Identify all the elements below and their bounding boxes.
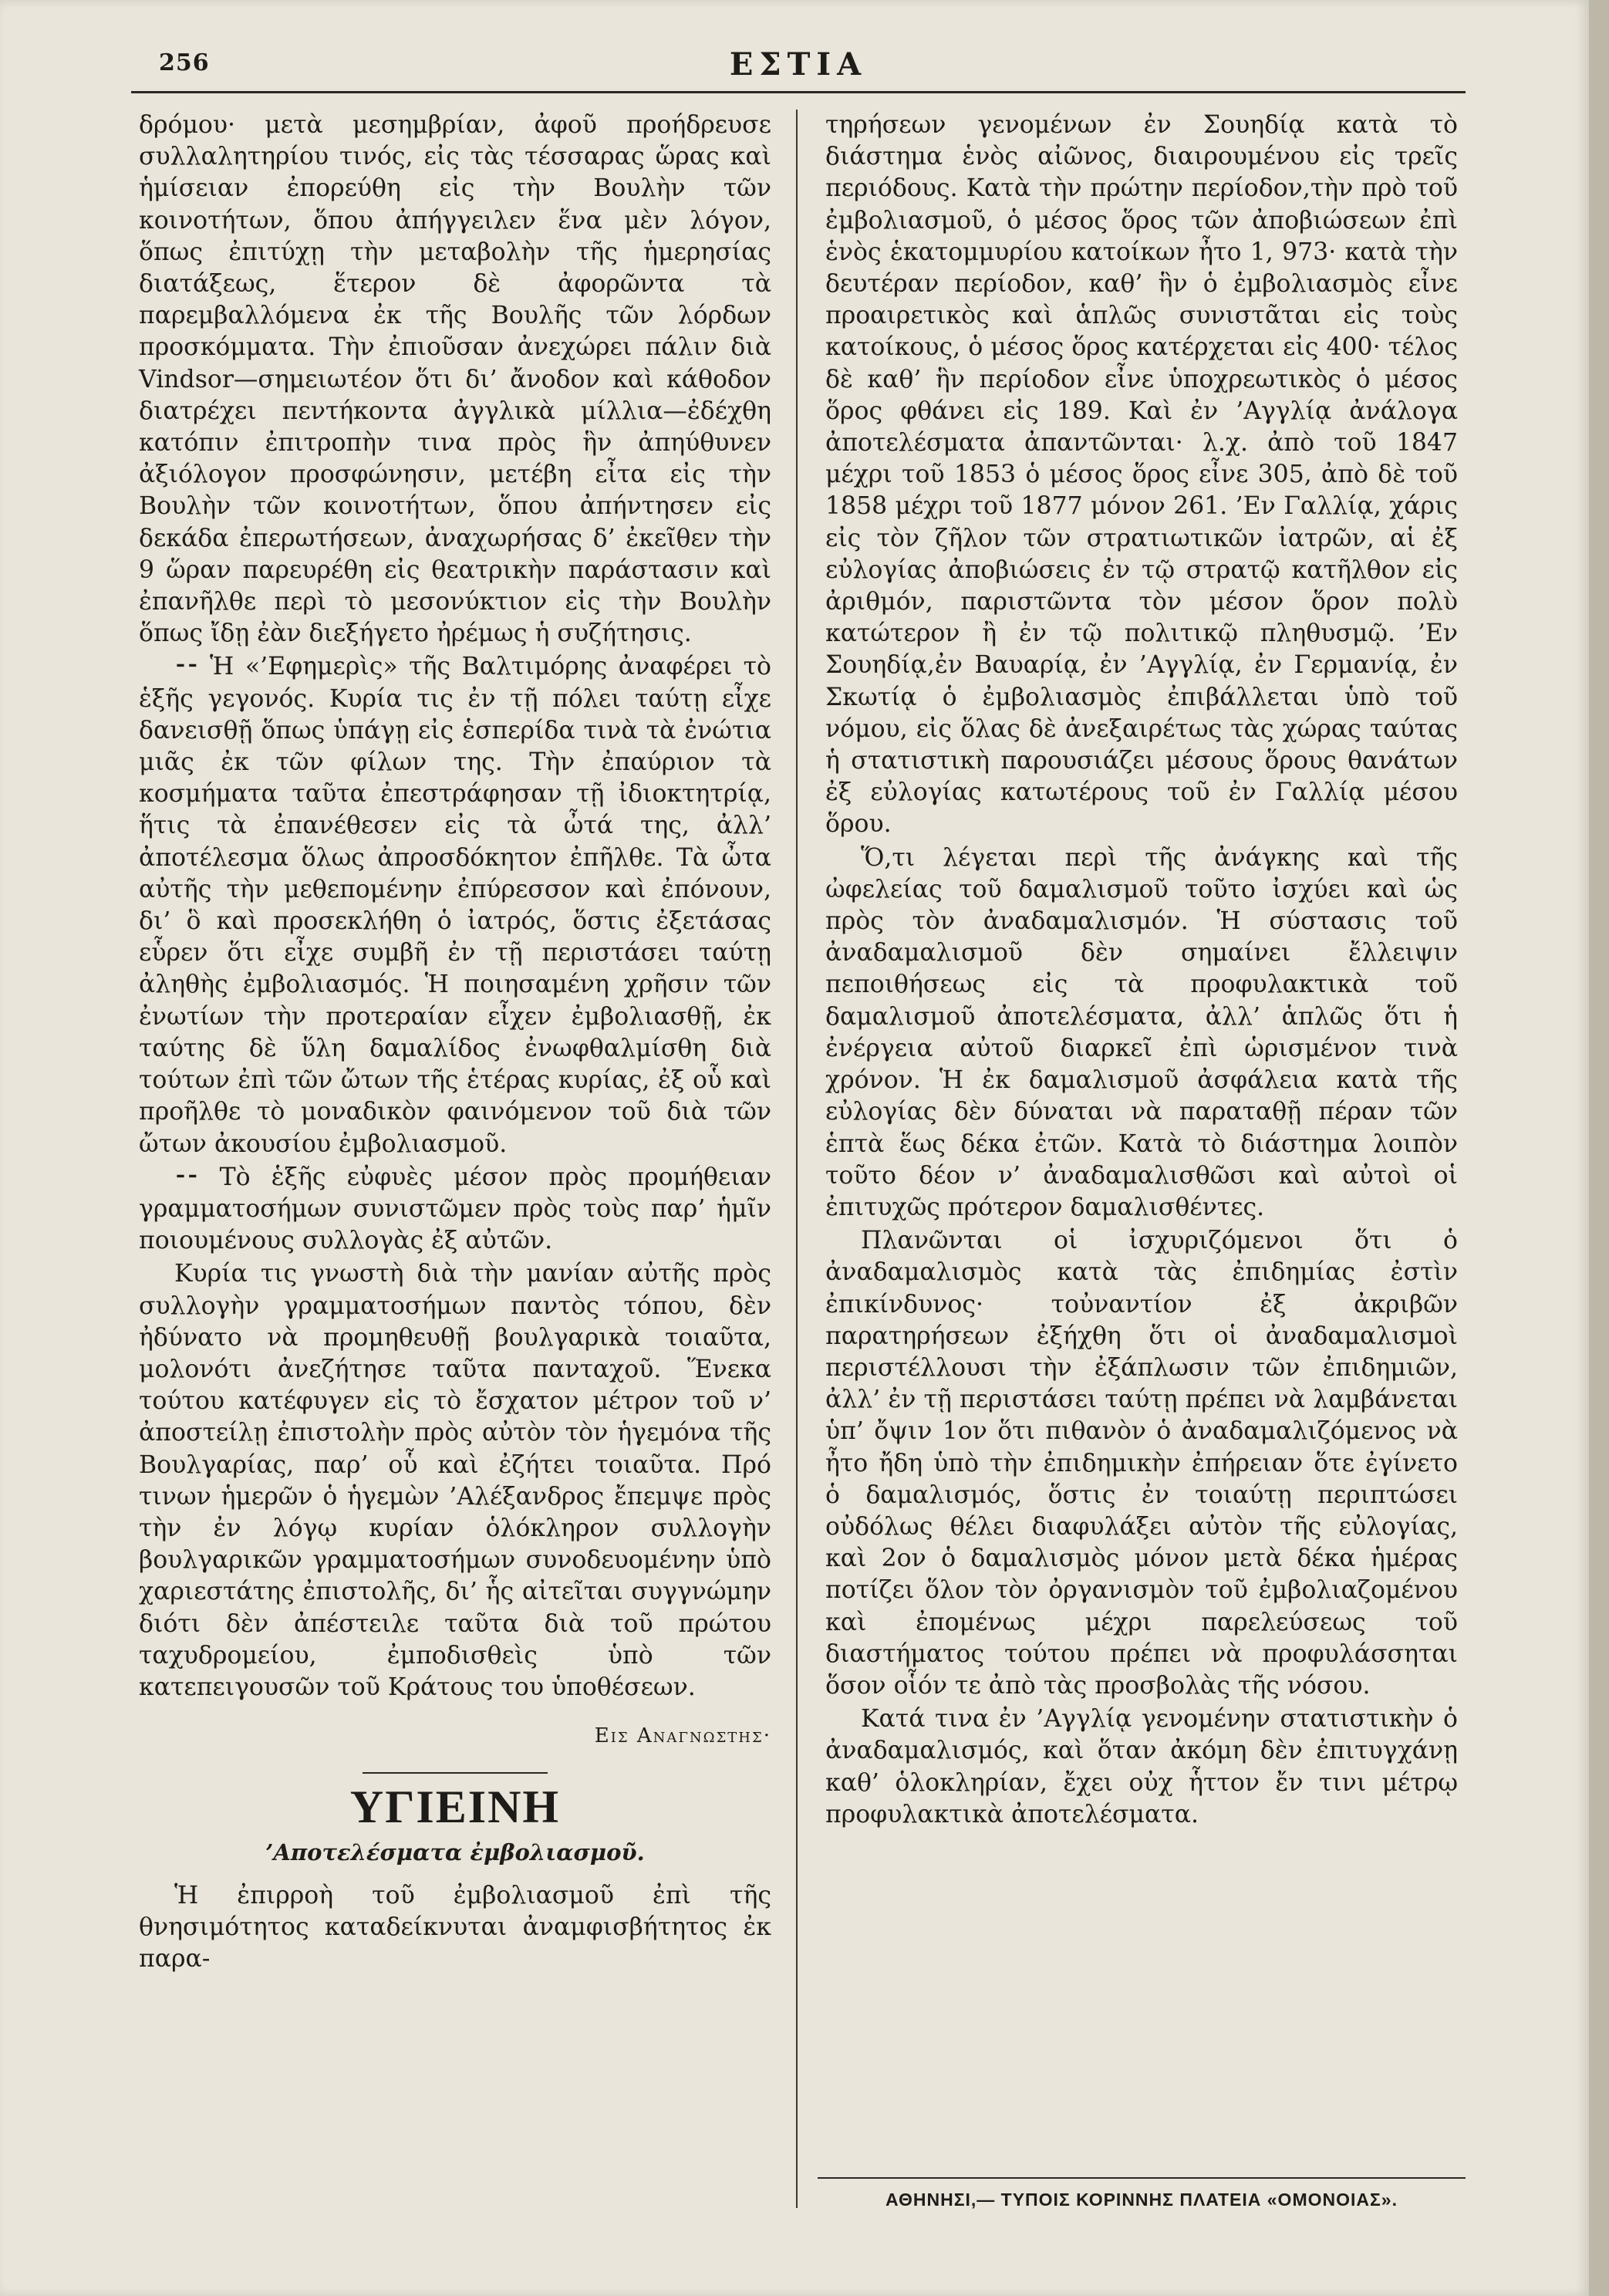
page-header [131, 45, 1466, 91]
page-number: 256 [159, 49, 210, 76]
section-subtitle: ’Αποτελέσματα ἐμβολιασμοῦ. [265, 1839, 645, 1866]
left-column [139, 110, 771, 1975]
article-paragraph: Κατά τινα ἐν ’Αγγλίᾳ γενομένην στατιστικὴν ὁ ἀναδαμαλισμός, καὶ ὅταν ἀκόμη δὲν ἐπιτυγχάνῃ καθ’ ὁλοκληρίαν, ἔχει οὐχ ἧττον ἔν τινι μέτρῳ προφυλακτικὰ ἀποτελέσματα. [825, 1705, 1458, 1828]
column-divider [796, 110, 798, 2208]
article-paragraph: Ἡ ἐπιρροὴ τοῦ ἐμβολιασμοῦ ἐπὶ τῆς θνησιμότητος καταδείκνυται ἀναμφισβήτητος ἐκ παρα- [139, 1881, 771, 1973]
printer-imprint: ΑΘΗΝΗΣΙ,— ΤΥΠΟΙΣ ΚΟΡΙΝΝΗΣ ΠΛΑΤΕΙΑ «ΟΜΟΝΟΙΑΣ». [885, 2190, 1398, 2210]
article-paragraph: ⁃⁃ Τὸ ἑξῆς εὐφυὲς μέσον πρὸς προμήθειαν γραμματοσήμων συνιστῶμεν πρὸς τοὺς παρ’ ἡμῖν ποιουμένους συλλογὰς ἐξ αὐτῶν. [139, 1163, 771, 1255]
article-paragraph: Κυρία τις γνωστὴ διὰ τὴν μανίαν αὐτῆς πρὸς συλλογὴν γραμματοσήμων παντὸς τόπου, δὲν ἠδύνατο νὰ προμηθευθῇ βουλγαρικὰ τοιαῦτα, μολονότι ἀνεζήτησε ταῦτα πανταχοῦ. Ἕνεκα τούτου κατέφυγεν εἰς τὸ ἔσχατον μέτρον τοῦ ν’ ἀποστείλῃ ἐπιστολὴν πρὸς αὐτὸν τὸν ἡγεμόνα τῆς Βουλγαρίας, παρ’ οὗ καὶ ἐζήτει τοιαῦτα. Πρό τινων ἡμερῶν ὁ ἡγεμὼν ’Αλέξανδρος ἔπεμψε πρὸς τὴν ἐν λόγῳ κυρίαν ὁλόκληρον συλλογὴν βουλγαρικῶν γραμματοσήμων συνοδευομένην ὑπὸ χαριεστάτης ἐπιστολῆς, δι’ ἧς αἰτεῖται συγγνώμην διότι δὲν ἀπέστειλε ταῦτα διὰ τοῦ πρώτου ταχυδρομείου, ἐμποδισθεὶς ὑπὸ τῶν κατεπειγουσῶν τοῦ Κράτους του ὑποθέσεων. [139, 1260, 771, 1701]
signature: Εις Αναγνωστης· [594, 1724, 771, 1748]
journal-title: ΕΣΤΙΑ [729, 46, 868, 83]
page-edge [1589, 0, 1609, 2296]
article-paragraph: Πλανῶνται οἱ ἰσχυριζόμενοι ὅτι ὁ ἀναδαμαλισμὸς κατὰ τὰς ἐπιδημίας ἐστὶν ἐπικίνδυνος· τοὐναντίον ἐξ ἀκριβῶν παρατηρήσεων ἐξήχθη ὅτι οἱ ἀναδαμαλισμοὶ περιστέλλουσι τὴν ἐξάπλωσιν τῶν ἐπιδημιῶν, ἀλλ’ ἐν τῇ περιστάσει ταύτῃ πρέπει νὰ λαμβάνεται ὑπ’ ὄψιν 1ον ὅτι πιθανὸν ὁ ἀναδαμαλιζόμενος νὰ ἦτο ἤδη ὑπὸ τὴν ἐπιδημικὴν ἐπήρειαν ὅτε ἐγίνετο ὁ δαμαλισμός, ὅστις ἐν τοιαύτῃ περιπτώσει οὐδόλως θέλει διαφυλάξει αὐτὸν τῆς εὐλογίας, καὶ 2ον ὁ δαμαλισμὸς μόνον μετὰ δέκα ἡμέρας ποτίζει ὅλον τὸν ὀργανισμὸν τοῦ ἐμβολιαζομένου καὶ ἐπομένως μέχρι παρελεύσεως τοῦ διαστήματος τούτου πρέπει νὰ προφυλάσσηται ὅσον οἷόν τε ἀπὸ τὰς προσβολὰς τῆς νόσου. [825, 1227, 1458, 1700]
section-rule [363, 1772, 548, 1774]
article-paragraph: Ὅ,τι λέγεται περὶ τῆς ἀνάγκης καὶ τῆς ὠφελείας τοῦ δαμαλισμοῦ τοῦτο ἰσχύει καὶ ὡς πρὸς τὸν ἀναδαμαλισμόν. Ἡ σύστασις τοῦ ἀναδαμαλισμοῦ δὲν σημαίνει ἔλλειψιν πεποιθήσεως εἰς τὰ προφυλακτικὰ τοῦ δαμαλισμοῦ ἀποτελέσματα, ἀλλ’ ἁπλῶς ὅτι ἡ ἐνέργεια αὐτοῦ διαρκεῖ ἐπὶ ὡρισμένον τινὰ χρόνον. Ἡ ἐκ δαμαλισμοῦ ἀσφάλεια κατὰ τῆς εὐλογίας δὲν δύναται νὰ παραταθῇ πέραν τῶν ἑπτὰ ἕως δέκα ἐτῶν. Κατὰ τὸ διάστημα λοιπὸν τοῦτο δέον ν’ ἀναδαμαλισθῶσι καὶ αὐτοὶ οἱ ἐπιτυχῶς πρότερον δαμαλισθέντες. [825, 843, 1458, 1221]
article-paragraph: ⁃⁃ Ἡ «’Εφημερὶς» τῆς Βαλτιμόρης ἀναφέρει τὸ ἑξῆς γεγονός. Κυρία τις ἐν τῇ πόλει ταύτῃ εἶχε δανεισθῇ ὅπως ὑπάγῃ εἰς ἑσπερίδα τινὰ τὰ ἐνώτια μιᾶς ἐκ τῶν φίλων της. Τὴν ἐπαύριον τὰ κοσμήματα ταῦτα ἐπεστράφησαν τῇ ἰδιοκτητρίᾳ, ἥτις τὰ ἐπανέθεσεν εἰς τὰ ὦτά της, ἀλλ’ ἀποτέλεσμα ὅλως ἀπροσδόκητον ἐπῆλθε. Τὰ ὦτα αὐτῆς τὴν μεθεπομένην ἐπύρεσσον καὶ ἐπόνουν, δι’ ὃ καὶ προσεκλήθη ὁ ἰατρός, ὅστις ἐξετάσας εὗρεν ὅτι εἶχε συμβῆ ἐν τῇ περιστάσει ταύτῃ ἀληθὴς ἐμβολιασμός. Ἡ ποιησαμένη χρῆσιν τῶν ἐνωτίων τὴν προτεραίαν εἶχεν ἐμβολιασθῇ, ἐκ ταύτης δὲ ὕλη δαμαλίδος ἐνωφθαλμίσθη διὰ τούτων ἐπὶ τῶν ὤτων τῆς ἑτέρας κυρίας, ἐξ οὗ καὶ προῆλθε τὸ μοναδικὸν φαινόμενον τοῦ διὰ τῶν ὤτων ἀκουσίου ἐμβολιασμοῦ. [139, 653, 771, 1158]
article-paragraph: τηρήσεων γενομένων ἐν Σουηδίᾳ κατὰ τὸ διάστημα ἑνὸς αἰῶνος, διαιρουμένου εἰς τρεῖς περιόδους. Κατὰ τὴν πρώτην περίοδον,τὴν πρὸ τοῦ ἐμβολιασμοῦ, ὁ μέσος ὅρος τῶν ἀποβιώσεων ἐπὶ ἑνὸς ἑκατομμυρίου κατοίκων ἦτο 1, 973· κατὰ τὴν δευτέραν περίοδον, καθ’ ἣν ὁ ἐμβολιασμὸς εἶνε προαιρετικὸς καὶ ἁπλῶς συνιστᾶται εἰς τοὺς κατοίκους, ὁ μέσος ὅρος κατέρχεται εἰς 400· τέλος δὲ καθ’ ἣν περίοδον εἶνε ὑποχρεωτικὸς ὁ μέσος ὅρος φθάνει εἰς 189. Καὶ ἐν ’Αγγλίᾳ ἀνάλογα ἀποτελέσματα ἀπαντῶνται· λ.χ. ἀπὸ τοῦ 1847 μέχρι τοῦ 1853 ὁ μέσος ὅρος εἶνε 305, ἀπὸ δὲ τοῦ 1858 μέχρι τοῦ 1877 μόνον 261. ’Εν Γαλλίᾳ, χάρις εἰς τὸν ζῆλον τῶν στρατιωτικῶν ἰατρῶν, αἱ ἐξ εὐλογίας ἀποβιώσεις ἐν τῷ στρατῷ κατῆλθον εἰς ἀριθμόν, παριστῶντα τὸν μέσον ὅρον πολὺ κατώτερον ἢ ἐν τῷ πολιτικῷ πληθυσμῷ. ’Εν Σουηδίᾳ,ἐν Βαυαρίᾳ, ἐν ’Αγγλίᾳ, ἐν Γερμανίᾳ, ἐν Σκωτίᾳ ὁ ἐμβολιασμὸς ἐπιβάλλεται ὑπὸ τοῦ νόμου, εἰς ὅλας δὲ ἀνεξαιρέτως τὰς χώρας ταύτας ἡ στατιστικὴ παρουσιάζει μέσους ὅρους θανάτων ἐξ εὐλογίας κατωτέρους τοῦ ἐν Γαλλίᾳ μέσου ὅρου. [825, 111, 1458, 839]
right-column [825, 110, 1458, 1831]
footer-rule [818, 2177, 1466, 2179]
article-paragraph: δρόμου· μετὰ μεσημβρίαν, ἀφοῦ προήδρευσε συλλαλητηρίου τινός, εἰς τὰς τέσσαρας ὥρας καὶ ἡμίσειαν ἐπορεύθη εἰς τὴν Βουλὴν τῶν κοινοτήτων, ὅπου ἀπήγγειλεν ἕνα μὲν λόγον, ὅπως ἐπιτύχῃ τὴν μεταβολὴν τῆς ἡμερησίας διατάξεως, ἕτερον δὲ ἀφορῶντα τὰ παρεμβαλλόμενα ἐκ τῆς Βουλῆς τῶν λόρδων προσκόμματα. Τὴν ἐπιοῦσαν ἀνεχώρει πάλιν διὰ Vindsor—σημειωτέον ὅτι δι’ ἄνοδον καὶ κάθοδον διατρέχει πεντήκοντα ἀγγλικὰ μίλλια—ἐδέχθη κατόπιν ἐπιτροπὴν τινα πρὸς ἣν ἀπηύθυνεν ἀξιόλογον προσφώνησιν, μετέβη εἶτα εἰς τὴν Βουλὴν τῶν κοινοτήτων, ὅπου ἀπήντησεν εἰς δεκάδα ἐπερωτήσεων, ἀναχωρήσας δ’ ἐκεῖθεν τὴν 9 ὥραν παρευρέθη εἰς θεατρικὴν παράστασιν καὶ ἐπανῆλθε περὶ τὸ μεσονύκτιον εἰς τὴν Βουλὴν ὅπως ἴδῃ ἐὰν διεξήγετο ἠρέμως ἡ συζήτησις. [139, 111, 771, 648]
header-rule [131, 91, 1466, 93]
section-title: ΥΓΙΕΙΝΗ [349, 1781, 561, 1833]
